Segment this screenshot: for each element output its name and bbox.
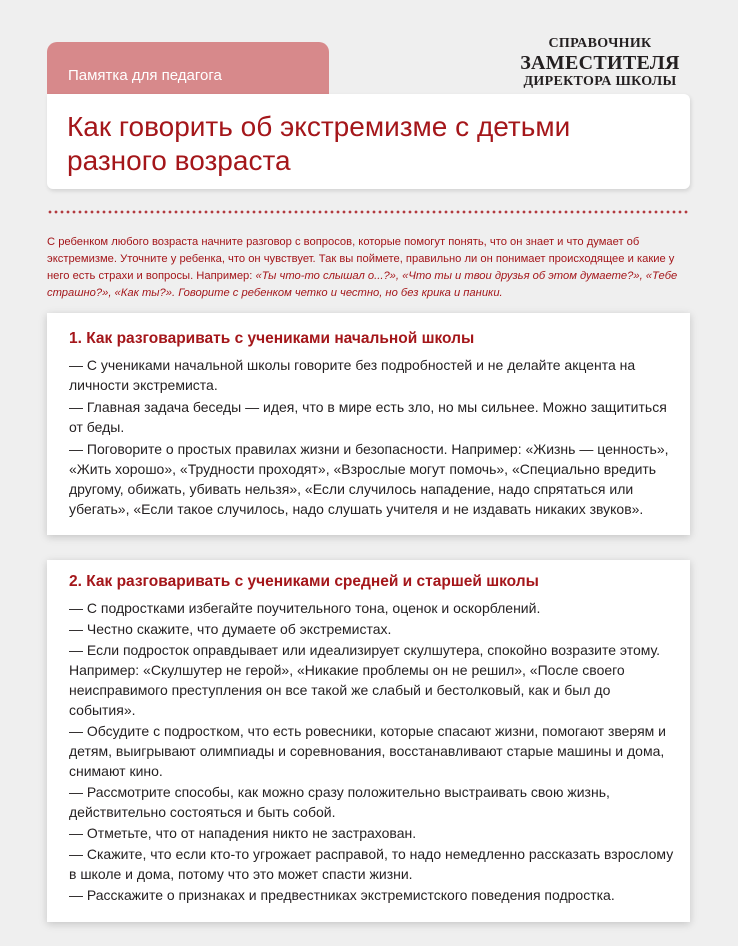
publication-logo-line-2: ЗАМЕСТИТЕЛЯ (520, 52, 680, 74)
section-primary-school (47, 313, 690, 535)
intro-paragraph (47, 234, 695, 302)
section-item: — Скажите, что если кто-то угрожает расправой, то надо немедленно рассказать взрослому в школе и дома, потому что это может спасти жизни. (69, 846, 674, 882)
section-item: — С учениками начальной школы говорите без подробностей и не делайте акцента на личности экстремиста. (69, 357, 636, 393)
section-item: — Поговорите о простых правилах жизни и безопасности. Например: «Жизнь — ценность», «Жить хорошо», «Трудности проходят», «Взрослые могут помочь», «Специально вредить другому, обижать, убивать нельзя», «Если случилось нападение, надо спрятаться или убегать», «Если такое случилось, надо слушать учителя и не издавать никаких звуков». (69, 441, 669, 517)
section-item: — Честно скажите, что думаете об экстремистах. (69, 621, 392, 637)
document-type-label: Памятка для педагога (68, 67, 222, 84)
section-item: — С подростками избегайте поучительного тона, оценок и оскорблений. (69, 600, 541, 616)
section-item: — Если подросток оправдывает или идеализирует скулшутера, спокойно возразите этому. Например: «Скулшутер не герой», «Никакие проблемы он не решил», «После своего неисправимого преступления он все такой же слабый и бестолковый, как и был до события». (69, 642, 661, 718)
publication-logo-line-3: ДИРЕКТОРА ШКОЛЫ (523, 74, 677, 89)
publication-logo (500, 36, 700, 90)
section-item: — Расскажите о признаках и предвестниках экстремистского поведения подростка. (69, 887, 615, 903)
title-card (47, 94, 690, 189)
page-title: Как говорить об экстремизме с детьми разного возраста (67, 111, 571, 176)
section-item: — Отметьте, что от нападения никто не застрахован. (69, 825, 417, 841)
publication-logo-line-1: СПРАВОЧНИК (548, 36, 652, 51)
section-item: — Обсудите с подростком, что есть ровесники, которые спасают жизни, помогают зверям и детям, выигрывают олимпиады и соревнования, восстанавливают старые машины и дома, снимают кино. (69, 723, 666, 779)
section-item: — Главная задача беседы — идея, что в мире есть зло, но мы сильнее. Можно защититься от беды. (69, 399, 667, 435)
section-heading: 2. Как разговаривать с учениками средней и старшей школы (69, 573, 539, 590)
document-type-tab (47, 42, 329, 94)
intro-text: С ребенком любого возраста начните разговор с вопросов, которые помогут понять, что он знает и что думает об экстремизме. Уточните у ребенка, что он чувствует. Так вы поймете, правильно ли он понимает происходящее и какие у него есть страхи и вопросы. Например: (47, 236, 675, 282)
section-item: — Рассмотрите способы, как можно сразу положительно выстраивать свою жизнь, действительно состояться и быть собой. (69, 784, 610, 820)
dotted-divider (47, 209, 690, 215)
section-middle-high-school (47, 560, 690, 922)
intro-examples: «Ты что-то слышал о...?», «Что ты и твои друзья об этом думаете?», «Тебе страшно?», «Как ты?». Говорите с ребенком четко и честно, но без крика и паники. (47, 270, 678, 299)
section-heading: 1. Как разговаривать с учениками начальной школы (69, 330, 475, 347)
